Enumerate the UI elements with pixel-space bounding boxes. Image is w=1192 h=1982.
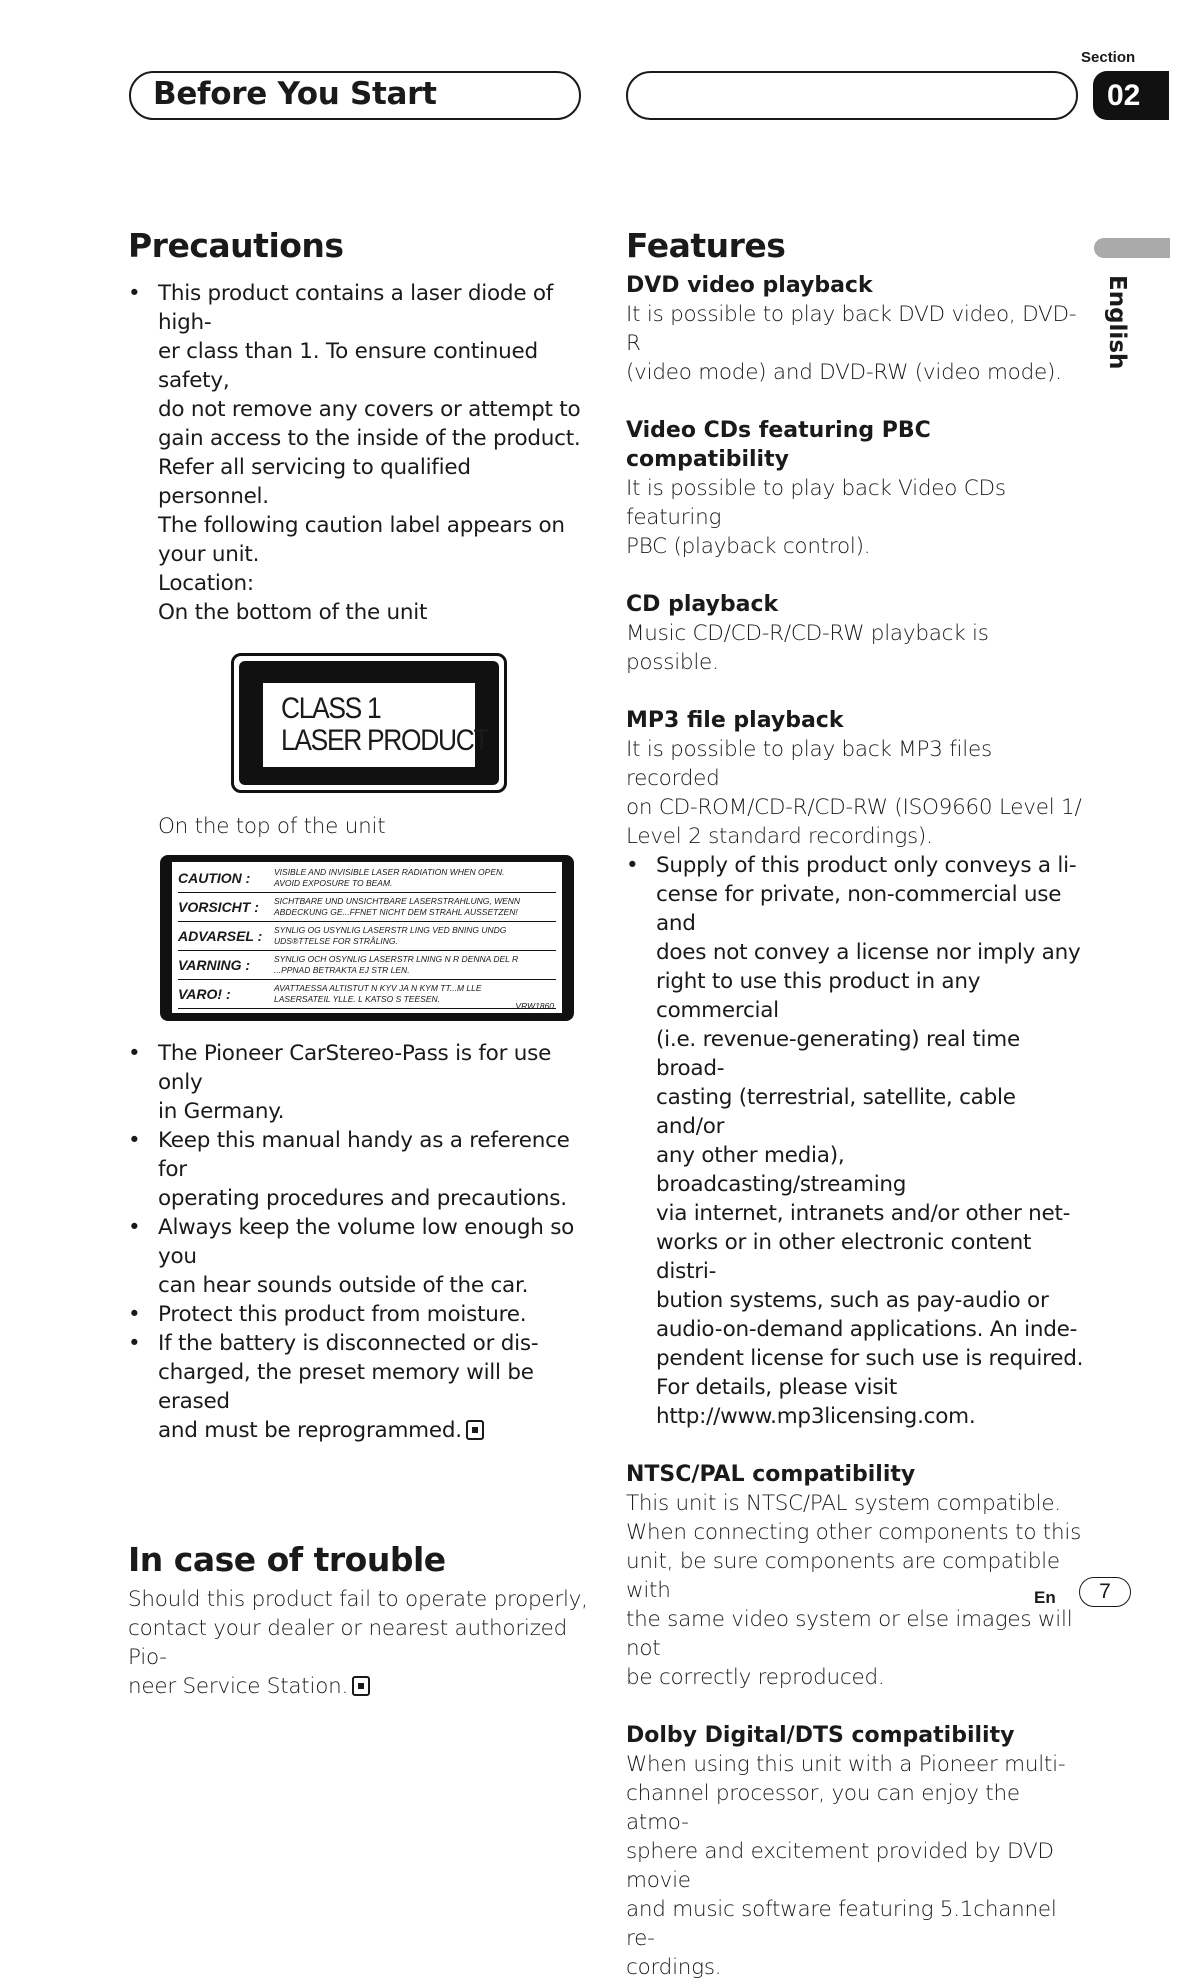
warning-key: VORSICHT :	[178, 899, 259, 915]
text-line: channel processor, you can enjoy the atmo-	[626, 1781, 1020, 1835]
label-code: VRW1860	[515, 1001, 554, 1011]
list-item	[128, 1329, 588, 1445]
section-number-badge: 02	[1093, 71, 1169, 120]
warning-key: ADVARSEL :	[178, 928, 263, 944]
warning-key: CAUTION :	[178, 870, 251, 886]
features-heading: Features	[626, 226, 786, 265]
dvd-heading: DVD video playback	[626, 273, 873, 298]
warning-text: UDS®TTELSE FOR STRÅLING.	[274, 936, 398, 946]
warning-text: ABDECKUNG GE...FFNET NICHT DEM STRAHL AUSSETZEN!	[274, 907, 518, 917]
text-line: • Protect this product from moisture.	[158, 1302, 527, 1327]
precautions-bullet-list	[128, 1039, 588, 1445]
header-blank-bar	[626, 71, 1078, 120]
text-line: your unit.	[158, 542, 260, 567]
warning-text: VISIBLE AND INVISIBLE LASER RADIATION WHEN OPEN.	[274, 867, 505, 877]
end-of-section-icon	[352, 1676, 370, 1696]
warning-text: SYNLIG OCH OSYNLIG LASERSTR LNING N R DENNA DEL R	[274, 954, 519, 964]
text-line: bution systems, such as pay-audio or	[656, 1288, 1049, 1313]
text-line: When connecting other components to this	[626, 1520, 1082, 1545]
precautions-heading: Precautions	[128, 226, 344, 265]
dolby-text	[626, 1750, 1086, 1982]
text-line: Refer all servicing to qualified personnel.	[158, 455, 471, 509]
text-line: audio-on-demand applications. An inde-	[656, 1317, 1078, 1342]
cd-text	[626, 619, 1086, 677]
text-line: The following caution label appears on	[158, 513, 565, 538]
text-line: do not remove any covers or attempt to	[158, 397, 581, 422]
text-line: operating procedures and precautions.	[158, 1186, 567, 1211]
text-line: pendent license for such use is required.	[656, 1346, 1084, 1371]
mp3-text	[626, 735, 1086, 851]
end-of-section-icon	[466, 1420, 484, 1440]
text-line: er class than 1. To ensure continued safety,	[158, 339, 538, 393]
class-label-line: CLASS 1	[281, 692, 381, 725]
text-line: It is possible to play back MP3 files recorded	[626, 737, 992, 791]
text-line: Level 2 standard recordings).	[626, 824, 933, 849]
trouble-heading: In case of trouble	[128, 1540, 446, 1579]
cd-heading: CD playback	[626, 592, 779, 617]
warning-row	[178, 893, 556, 922]
language-tab-marker	[1094, 238, 1170, 258]
text-line: Music CD/CD-R/CD-RW playback is possible.	[626, 621, 989, 675]
text-line: sphere and excitement provided by DVD movie	[626, 1839, 1054, 1893]
text-line: • The Pioneer CarStereo-Pass is for use only	[158, 1041, 552, 1095]
text-line: • Supply of this product only conveys a li-	[656, 853, 1077, 878]
text-line: be correctly reproduced.	[626, 1665, 885, 1690]
trouble-text	[128, 1585, 588, 1701]
list-item	[128, 1039, 588, 1126]
text-line: • Keep this manual handy as a reference for	[158, 1128, 570, 1182]
text-line: right to use this product in any commercial	[656, 969, 981, 1023]
warning-text: AVATTAESSA ALTISTUT N KYV JA N KYM TT...M LLE	[274, 983, 482, 993]
text-line	[128, 1672, 588, 1701]
text-line: It is possible to play back Video CDs featuring	[626, 476, 1006, 530]
warning-row	[178, 864, 556, 893]
text-line	[158, 1416, 588, 1445]
text-line: When using this unit with a Pioneer multi-	[626, 1752, 1066, 1777]
text-line: • This product contains a laser diode of high-	[158, 281, 554, 335]
text-line: the same video system or else images will not	[626, 1607, 1073, 1661]
list-item	[128, 1213, 588, 1300]
text-line: Location:	[158, 571, 254, 596]
vcd-text	[626, 474, 1086, 561]
laser-bullet	[128, 279, 588, 627]
page-number: 7	[1079, 1577, 1131, 1607]
text-line: works or in other electronic content distri-	[656, 1230, 1032, 1284]
text-line: via internet, intranets and/or other net-	[656, 1201, 1071, 1226]
text-line: For details, please visit	[656, 1375, 898, 1400]
class-label-line: LASER PRODUCT	[281, 724, 489, 757]
text-span: neer Service Station.	[128, 1674, 349, 1699]
mp3-licensing-url: http://www.mp3licensing.com.	[656, 1404, 976, 1429]
text-line: PBC (playback control).	[626, 534, 871, 559]
warning-text: SYNLIG OG USYNLIG LASERSTR LING VED BNING UNDG	[274, 925, 507, 935]
top-of-unit-text: On the top of the unit	[158, 814, 386, 839]
text-line: Should this product fail to operate properly,	[128, 1587, 588, 1612]
text-line: This unit is NTSC/PAL system compatible.	[626, 1491, 1061, 1516]
text-line: (video mode) and DVD-RW (video mode).	[626, 360, 1062, 385]
class1-laser-label	[231, 653, 507, 793]
list-item	[128, 1126, 588, 1213]
section-label: Section	[1081, 49, 1136, 66]
warning-row	[178, 922, 556, 951]
language-label: English	[1104, 275, 1130, 370]
footer-language: En	[1034, 1588, 1056, 1607]
dvd-text	[626, 300, 1086, 387]
text-line: cordings.	[626, 1955, 722, 1980]
page-header-title: Before You Start	[153, 76, 437, 112]
caution-warning-label	[160, 855, 574, 1021]
text-line: charged, the preset memory will be erased	[158, 1360, 534, 1414]
warning-text: AVOID EXPOSURE TO BEAM.	[274, 878, 393, 888]
text-line: It is possible to play back DVD video, DVD-R	[626, 302, 1077, 356]
warning-text: ...PPNAD BETRAKTA EJ STR LEN.	[274, 965, 410, 975]
list-item	[128, 1300, 588, 1329]
warning-text: SICHTBARE UND UNSICHTBARE LASERSTRAHLUNG, WENN	[274, 896, 521, 906]
text-line: • Always keep the volume low enough so you	[158, 1215, 575, 1269]
text-line: on CD-ROM/CD-R/CD-RW (ISO9660 Level 1/	[626, 795, 1082, 820]
text-line: casting (terrestrial, satellite, cable and/or	[656, 1085, 1016, 1139]
mp3-license-bullet	[626, 851, 1086, 1431]
warning-key: VARO! :	[178, 986, 231, 1002]
text-line: cense for private, non-commercial use and	[656, 882, 1062, 936]
warning-row	[178, 980, 556, 1009]
text-line: On the bottom of the unit	[158, 600, 428, 625]
text-line: any other media), broadcasting/streaming	[656, 1143, 907, 1197]
text-line: can hear sounds outside of the car.	[158, 1273, 529, 1298]
mp3-heading: MP3 file playback	[626, 708, 844, 733]
text-span: and must be reprogrammed.	[158, 1418, 462, 1443]
text-line: in Germany.	[158, 1099, 285, 1124]
vcd-heading: Video CDs featuring PBC compatibility	[626, 418, 931, 472]
text-line: does not convey a license nor imply any	[656, 940, 1081, 965]
ntsc-heading: NTSC/PAL compatibility	[626, 1462, 916, 1487]
warning-row	[178, 951, 556, 980]
text-line: gain access to the inside of the product.	[158, 426, 581, 451]
text-line: unit, be sure components are compatible with	[626, 1549, 1060, 1603]
ntsc-text	[626, 1489, 1086, 1692]
left-column	[128, 225, 588, 1701]
text-line: (i.e. revenue-generating) real time broad-	[656, 1027, 1020, 1081]
header-title-bar	[129, 71, 581, 120]
warning-key: VARNING :	[178, 957, 251, 973]
text-line: contact your dealer or nearest authorized Pio-	[128, 1616, 568, 1670]
text-line: • If the battery is disconnected or dis-	[158, 1331, 539, 1356]
warning-text: LASERSATEIL YLLE. L KATSO S TEESEN.	[274, 994, 440, 1004]
text-line: and music software featuring 5.1channel re-	[626, 1897, 1057, 1951]
right-column	[626, 225, 1086, 1982]
dolby-heading: Dolby Digital/DTS compatibility	[626, 1723, 1015, 1748]
